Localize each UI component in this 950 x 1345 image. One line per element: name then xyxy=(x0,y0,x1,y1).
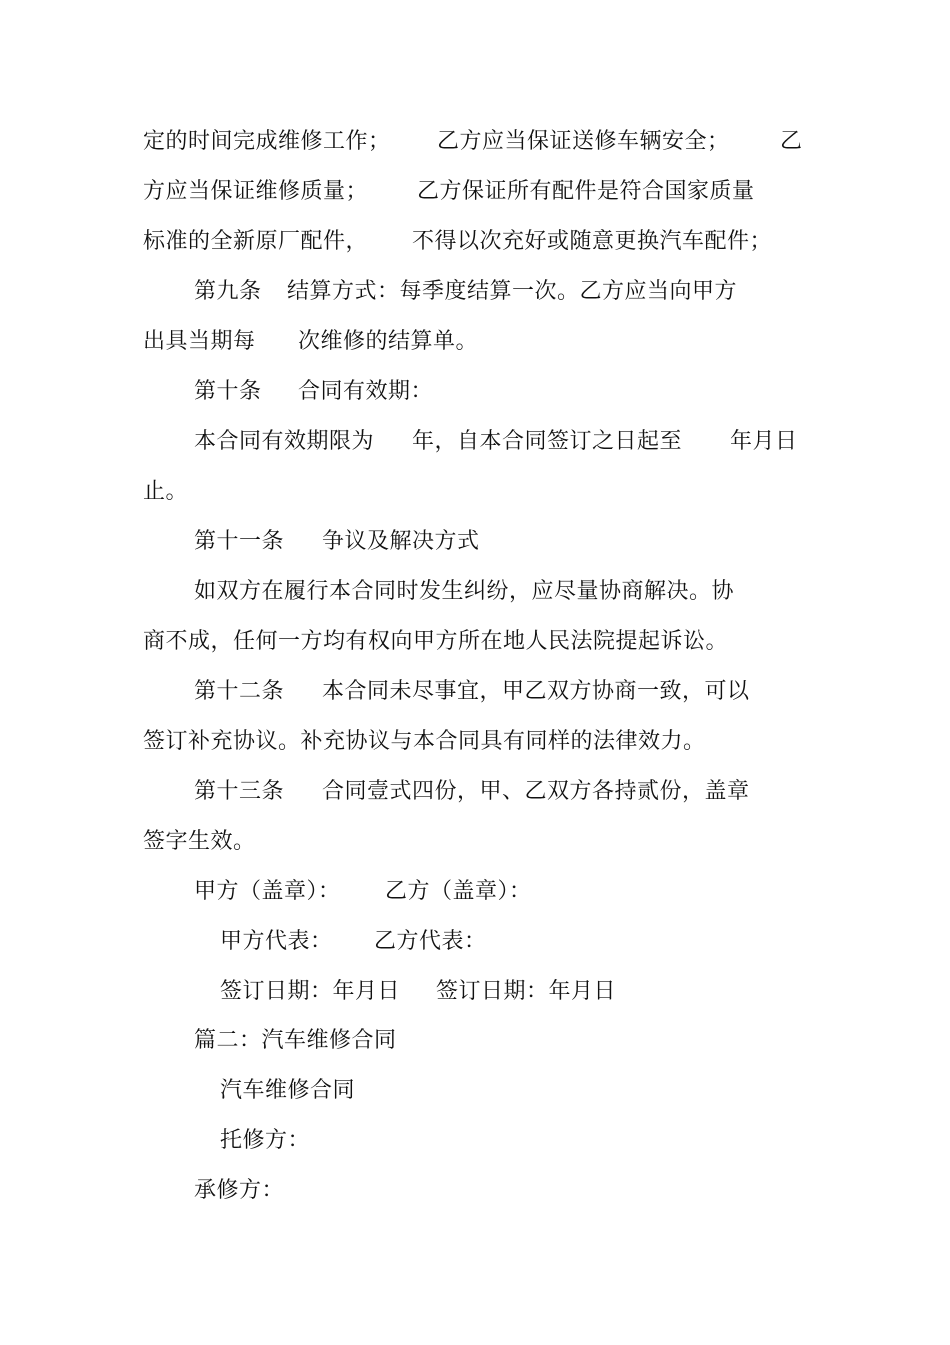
text-line: 结算方式：每季度结算一次。乙方应当向甲方 xyxy=(287,279,738,304)
text-line: 乙方保证所有配件是符合国家质量 xyxy=(417,179,755,204)
text-line: 标准的全新原厂配件， xyxy=(143,229,369,254)
text-line: 签字生效。 xyxy=(143,829,256,854)
contractor-label: 承修方： xyxy=(194,1178,285,1203)
article-heading: 第十一条 xyxy=(194,529,285,554)
text-line: 合同壹式四份，甲、乙双方各持贰份，盖章 xyxy=(322,779,750,804)
text-line: 出具当期每 xyxy=(143,329,256,354)
text-line: 本合同有效期限为 xyxy=(194,429,375,454)
party-b-rep-label: 乙方代表： xyxy=(374,929,487,954)
article-heading: 第十条 xyxy=(194,379,262,404)
text-line: 止。 xyxy=(143,479,189,504)
party-a-seal-label: 甲方（盖章）： xyxy=(194,879,341,904)
text-line: 定的时间完成维修工作； xyxy=(143,129,391,154)
text-line: 不得以次充好或随意更换汽车配件； xyxy=(412,229,773,254)
text-line: 合同有效期： xyxy=(298,379,434,404)
contract-title: 汽车维修合同 xyxy=(220,1078,356,1103)
party-b-date-label: 签订日期：年月日 xyxy=(436,979,617,1004)
article-heading: 第十三条 xyxy=(194,779,285,804)
client-label: 托修方： xyxy=(220,1128,311,1153)
text-line: 乙方应当保证送修车辆安全； xyxy=(437,129,730,154)
text-line: 方应当保证维修质量； xyxy=(143,179,369,204)
article-heading: 第十二条 xyxy=(194,679,285,704)
text-line: 次维修的结算单。 xyxy=(298,329,479,354)
text-line: 年月日 xyxy=(730,429,798,454)
section-heading: 篇二：汽车维修合同 xyxy=(194,1028,397,1053)
party-a-rep-label: 甲方代表： xyxy=(220,929,333,954)
text-line: 年，自本合同签订之日起至 xyxy=(412,429,683,454)
party-b-seal-label: 乙方（盖章）： xyxy=(385,879,532,904)
article-heading: 第九条 xyxy=(194,279,262,304)
text-line: 商不成，任何一方均有权向甲方所在地人民法院提起诉讼。 xyxy=(143,629,729,654)
party-a-date-label: 签订日期：年月日 xyxy=(220,979,401,1004)
text-line: 乙 xyxy=(780,129,803,154)
text-line: 争议及解决方式 xyxy=(322,529,480,554)
text-line: 本合同未尽事宜，甲乙双方协商一致，可以 xyxy=(322,679,750,704)
text-line: 签订补充协议。补充协议与本合同具有同样的法律效力。 xyxy=(143,729,706,754)
text-line: 如双方在履行本合同时发生纠纷，应尽量协商解决。协 xyxy=(194,579,735,604)
